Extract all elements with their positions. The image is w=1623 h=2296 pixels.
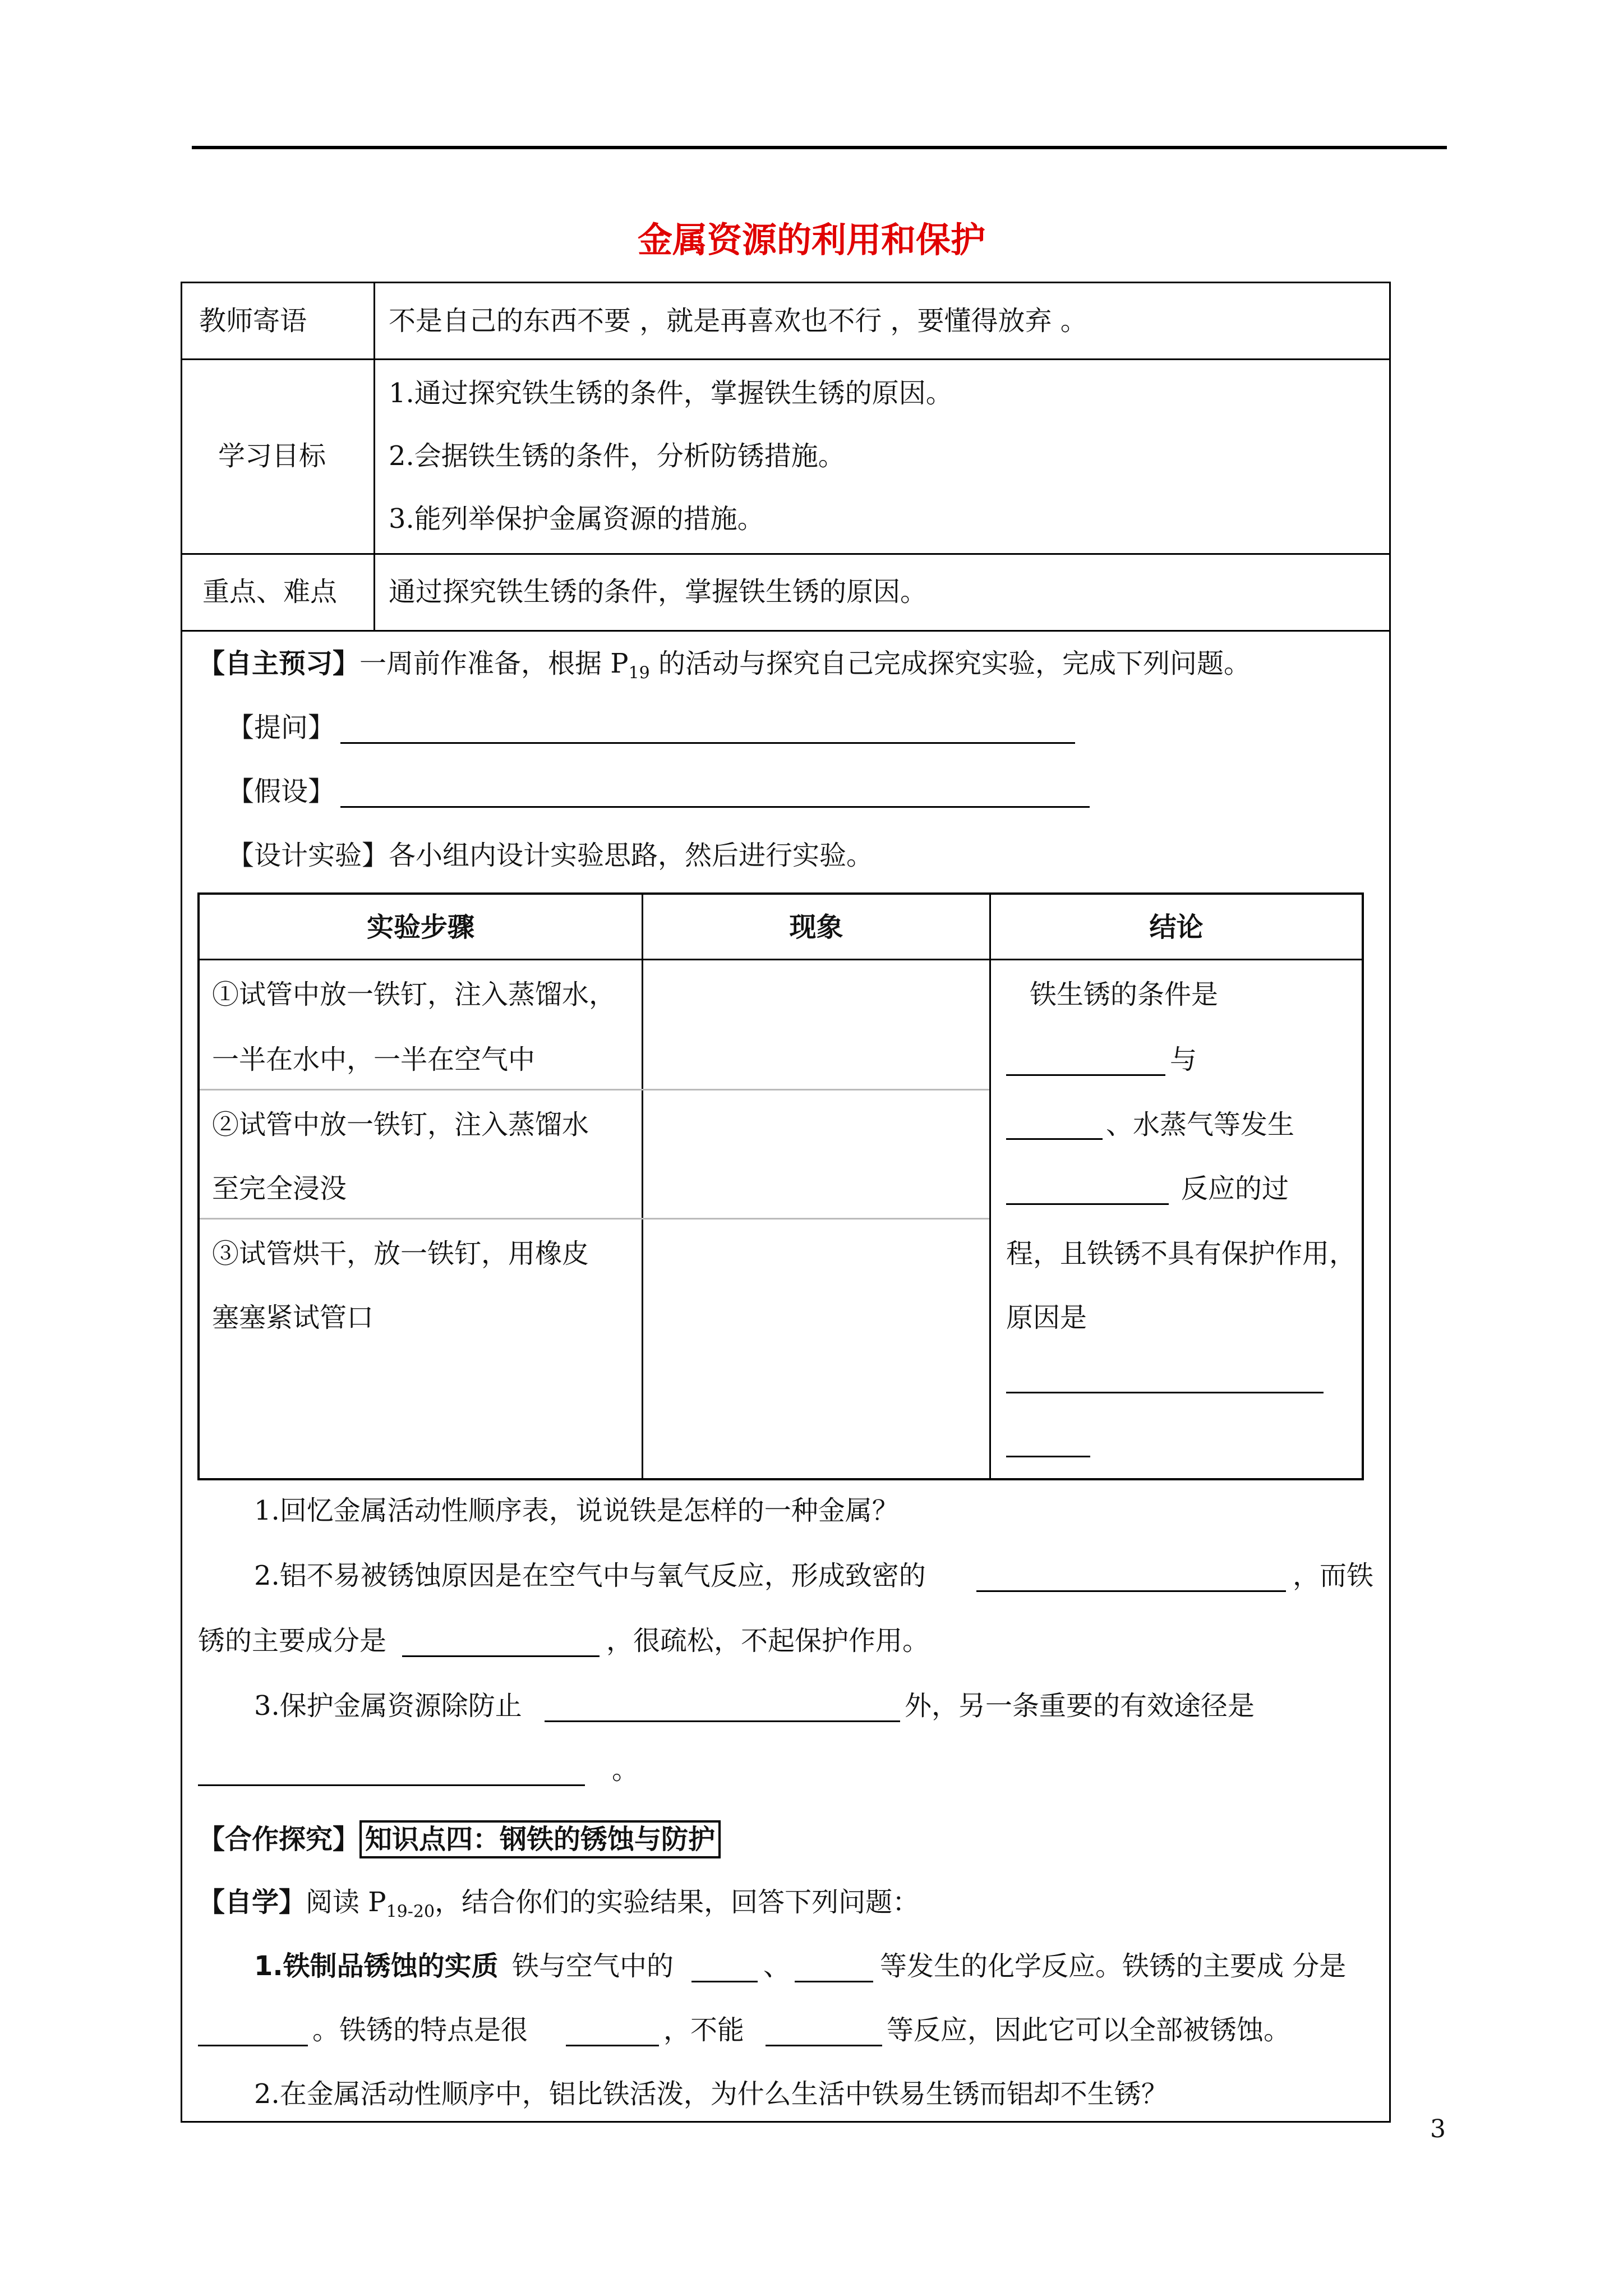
item-1-b: 、 [763, 1950, 791, 1982]
worksheet-frame [181, 282, 1391, 2123]
q2-blank-2[interactable] [402, 1655, 600, 1657]
item-1-a: 铁与空气中的 [512, 1950, 674, 1982]
item-2: 2.在金属活动性顺序中，铝比铁活泼，为什么生活中铁易生锈而铝却不生锈？ [254, 2078, 1168, 2110]
conclusion-line3: 、水蒸气等发生 [1106, 1109, 1295, 1140]
question-1: 1.回忆金属活动性顺序表，说说铁是怎样的一种金属？ [254, 1495, 899, 1526]
cooperative-heading-line [198, 1823, 721, 1856]
header-conclusion: 结论 [1149, 912, 1204, 943]
key-text: 通过探究铁生锈的条件，掌握铁生锈的原因。 [389, 576, 928, 608]
conclusion-blank-2[interactable] [1006, 1138, 1103, 1140]
conclusion-blank-5[interactable] [1006, 1456, 1090, 1457]
conclusion-blank-4[interactable] [1006, 1392, 1324, 1393]
q2-blank-1[interactable] [976, 1590, 1286, 1592]
preview-heading: 【自主预习】 [198, 648, 360, 679]
row-divider [182, 358, 1389, 360]
q3-blank-1[interactable] [545, 1720, 900, 1722]
objective-item: 3.能列举保护金属资源的措施。 [389, 503, 764, 535]
q3-blank-2[interactable] [198, 1784, 585, 1786]
conclusion-line5: 程，且铁锈不具有保护作用， [1006, 1238, 1357, 1269]
step-3-line1: ③试管烘干，放一铁钉，用橡皮 [212, 1238, 589, 1269]
page-title: 金属资源的利用和保护 [637, 219, 985, 260]
conclusion-line6: 原因是 [1006, 1302, 1087, 1333]
item-1-title: 1.铁制品锈蚀的实质 [254, 1950, 499, 1982]
header-steps: 实验步骤 [366, 912, 474, 943]
question-2b: ，而铁 [1293, 1560, 1374, 1591]
question-2c: 锈的主要成分是 [198, 1625, 387, 1657]
question-3a: 3.保护金属资源除防止 [254, 1690, 522, 1722]
column-divider [374, 283, 375, 630]
motto-label: 教师寄语 [199, 305, 307, 337]
conclusion-line4: 反应的过 [1181, 1173, 1289, 1204]
cooperative-heading: 【合作探究】 [198, 1824, 360, 1855]
header-phenomenon: 现象 [789, 912, 843, 943]
motto-text: 不是自己的东西不要 ，就是再喜欢也不行 ，要懂得放弃 。 [389, 305, 1087, 337]
item1-blank-4[interactable] [566, 2045, 659, 2046]
objective-item: 2.会据铁生锈的条件，分析防锈措施。 [389, 440, 845, 472]
preview-intro: 【自主预习】一周前作准备，根据 $P_{19}$ 的活动与探究自己完成探究实验，完成下列问题。 [198, 648, 1251, 683]
step-1-line1: ①试管中放一铁钉，注入蒸馏水， [212, 979, 616, 1010]
knowledge-point-box: 知识点四：钢铁的锈蚀与防护 [359, 1820, 721, 1858]
item-1-e: ，不能 [663, 2014, 745, 2046]
item1-blank-1[interactable] [691, 1981, 758, 1982]
step-1-line2: 一半在水中，一半在空气中 [212, 1044, 536, 1075]
page-number: 3 [1430, 2115, 1446, 2143]
hypothesis-label: 【假设】 [227, 776, 335, 807]
self-study-line: 【自学】阅读 $P_{19-20}$，结合你们的实验结果，回答下列问题： [198, 1887, 920, 1922]
step-2-line1: ②试管中放一铁钉，注入蒸馏水 [212, 1109, 589, 1140]
item1-blank-3[interactable] [198, 2045, 308, 2046]
conclusion-blank-3[interactable] [1006, 1203, 1169, 1205]
header-rule [192, 146, 1447, 149]
conclusion-line2: 与 [1170, 1044, 1197, 1075]
conclusion-line1: 铁生锈的条件是 [1030, 979, 1219, 1010]
self-study-label: 【自学】 [198, 1887, 306, 1918]
row-divider [182, 553, 1389, 555]
item-1-d: 。铁锈的特点是很 [312, 2014, 528, 2046]
question-3-end: 。 [612, 1754, 639, 1786]
hypothesis-blank[interactable] [340, 806, 1090, 808]
item1-blank-5[interactable] [766, 2045, 882, 2046]
item1-blank-2[interactable] [795, 1981, 873, 1982]
question-3b: 外，另一条重要的有效途径是 [905, 1690, 1255, 1722]
conclusion-blank-1[interactable] [1006, 1074, 1165, 1076]
row-divider [182, 630, 1389, 632]
question-blank[interactable] [340, 742, 1075, 744]
item-1-c: 等发生的化学反应。铁锈的主要成 分是 [880, 1950, 1347, 1982]
question-2d: ，很疏松，不起保护作用。 [606, 1625, 930, 1657]
experiment-table [197, 892, 1364, 1480]
objective-item: 1.通过探究铁生锈的条件，掌握铁生锈的原因。 [389, 378, 953, 409]
item-1-f: 等反应，因此它可以全部被锈蚀。 [887, 2014, 1291, 2046]
question-label: 【提问】 [227, 712, 335, 743]
key-label: 重点、难点 [202, 576, 338, 608]
design-line: 【设计实验】各小组内设计实验思路，然后进行实验。 [227, 840, 874, 871]
question-2a: 2.铝不易被锈蚀原因是在空气中与氧气反应，形成致密的 [254, 1560, 926, 1591]
step-2-line2: 至完全浸没 [212, 1173, 347, 1204]
step-3-line2: 塞塞紧试管口 [212, 1302, 374, 1333]
objectives-label: 学习目标 [218, 440, 326, 472]
